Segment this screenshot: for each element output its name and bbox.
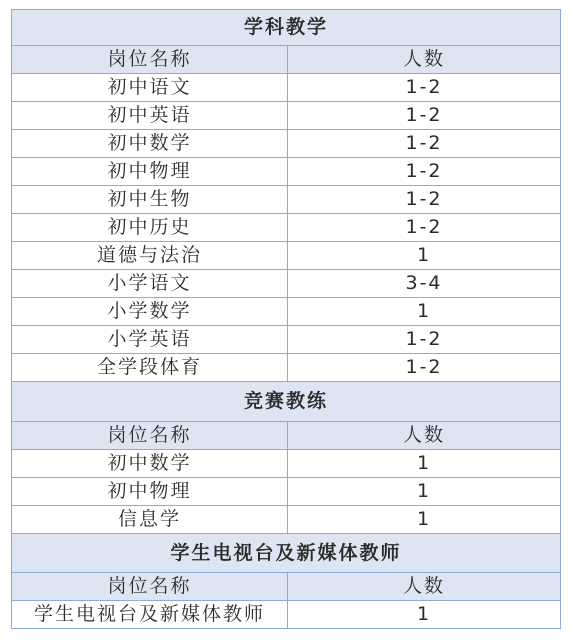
table-header-row <box>12 422 561 450</box>
position-name: 初中历史 <box>12 214 288 242</box>
table-row <box>12 506 561 534</box>
position-name: 小学数学 <box>12 298 288 326</box>
column-header-count: 人数 <box>288 573 561 601</box>
headcount: 1-2 <box>288 326 561 354</box>
table-row <box>12 601 561 629</box>
position-name: 信息学 <box>12 506 288 534</box>
table-row <box>12 354 561 382</box>
headcount: 1 <box>288 242 561 270</box>
position-name: 小学英语 <box>12 326 288 354</box>
section-title-row <box>12 382 561 422</box>
table-row <box>12 130 561 158</box>
position-name: 道德与法治 <box>12 242 288 270</box>
headcount: 1 <box>288 298 561 326</box>
table-row <box>12 214 561 242</box>
recruitment-table-page <box>11 9 560 632</box>
table-row <box>12 74 561 102</box>
table-row <box>12 450 561 478</box>
table-row <box>12 326 561 354</box>
position-name: 小学语文 <box>12 270 288 298</box>
table-row <box>12 242 561 270</box>
headcount: 1-2 <box>288 214 561 242</box>
headcount: 3-4 <box>288 270 561 298</box>
section-title: 学生电视台及新媒体教师 <box>12 534 561 573</box>
position-name: 初中数学 <box>12 450 288 478</box>
section-title-row <box>12 534 561 573</box>
column-header-position: 岗位名称 <box>12 573 288 601</box>
headcount: 1 <box>288 506 561 534</box>
headcount: 1 <box>288 450 561 478</box>
position-name: 学生电视台及新媒体教师 <box>12 601 288 629</box>
section-title: 竞赛教练 <box>12 382 561 422</box>
table-row <box>12 298 561 326</box>
section-title: 学科教学 <box>12 10 561 46</box>
headcount: 1 <box>288 478 561 506</box>
column-header-position: 岗位名称 <box>12 422 288 450</box>
headcount: 1-2 <box>288 158 561 186</box>
position-name: 初中生物 <box>12 186 288 214</box>
table-header-row <box>12 573 561 601</box>
position-name: 初中物理 <box>12 478 288 506</box>
column-header-count: 人数 <box>288 422 561 450</box>
positions-table <box>11 9 561 629</box>
column-header-position: 岗位名称 <box>12 46 288 74</box>
table-row <box>12 158 561 186</box>
position-name: 初中语文 <box>12 74 288 102</box>
position-name: 初中物理 <box>12 158 288 186</box>
position-name: 初中数学 <box>12 130 288 158</box>
headcount: 1 <box>288 601 561 629</box>
headcount: 1-2 <box>288 102 561 130</box>
table-header-row <box>12 46 561 74</box>
position-name: 初中英语 <box>12 102 288 130</box>
column-header-count: 人数 <box>288 46 561 74</box>
headcount: 1-2 <box>288 74 561 102</box>
table-row <box>12 186 561 214</box>
section-title-row <box>12 10 561 46</box>
table-row <box>12 478 561 506</box>
headcount: 1-2 <box>288 186 561 214</box>
headcount: 1-2 <box>288 354 561 382</box>
position-name: 全学段体育 <box>12 354 288 382</box>
headcount: 1-2 <box>288 130 561 158</box>
table-row <box>12 102 561 130</box>
table-row <box>12 270 561 298</box>
